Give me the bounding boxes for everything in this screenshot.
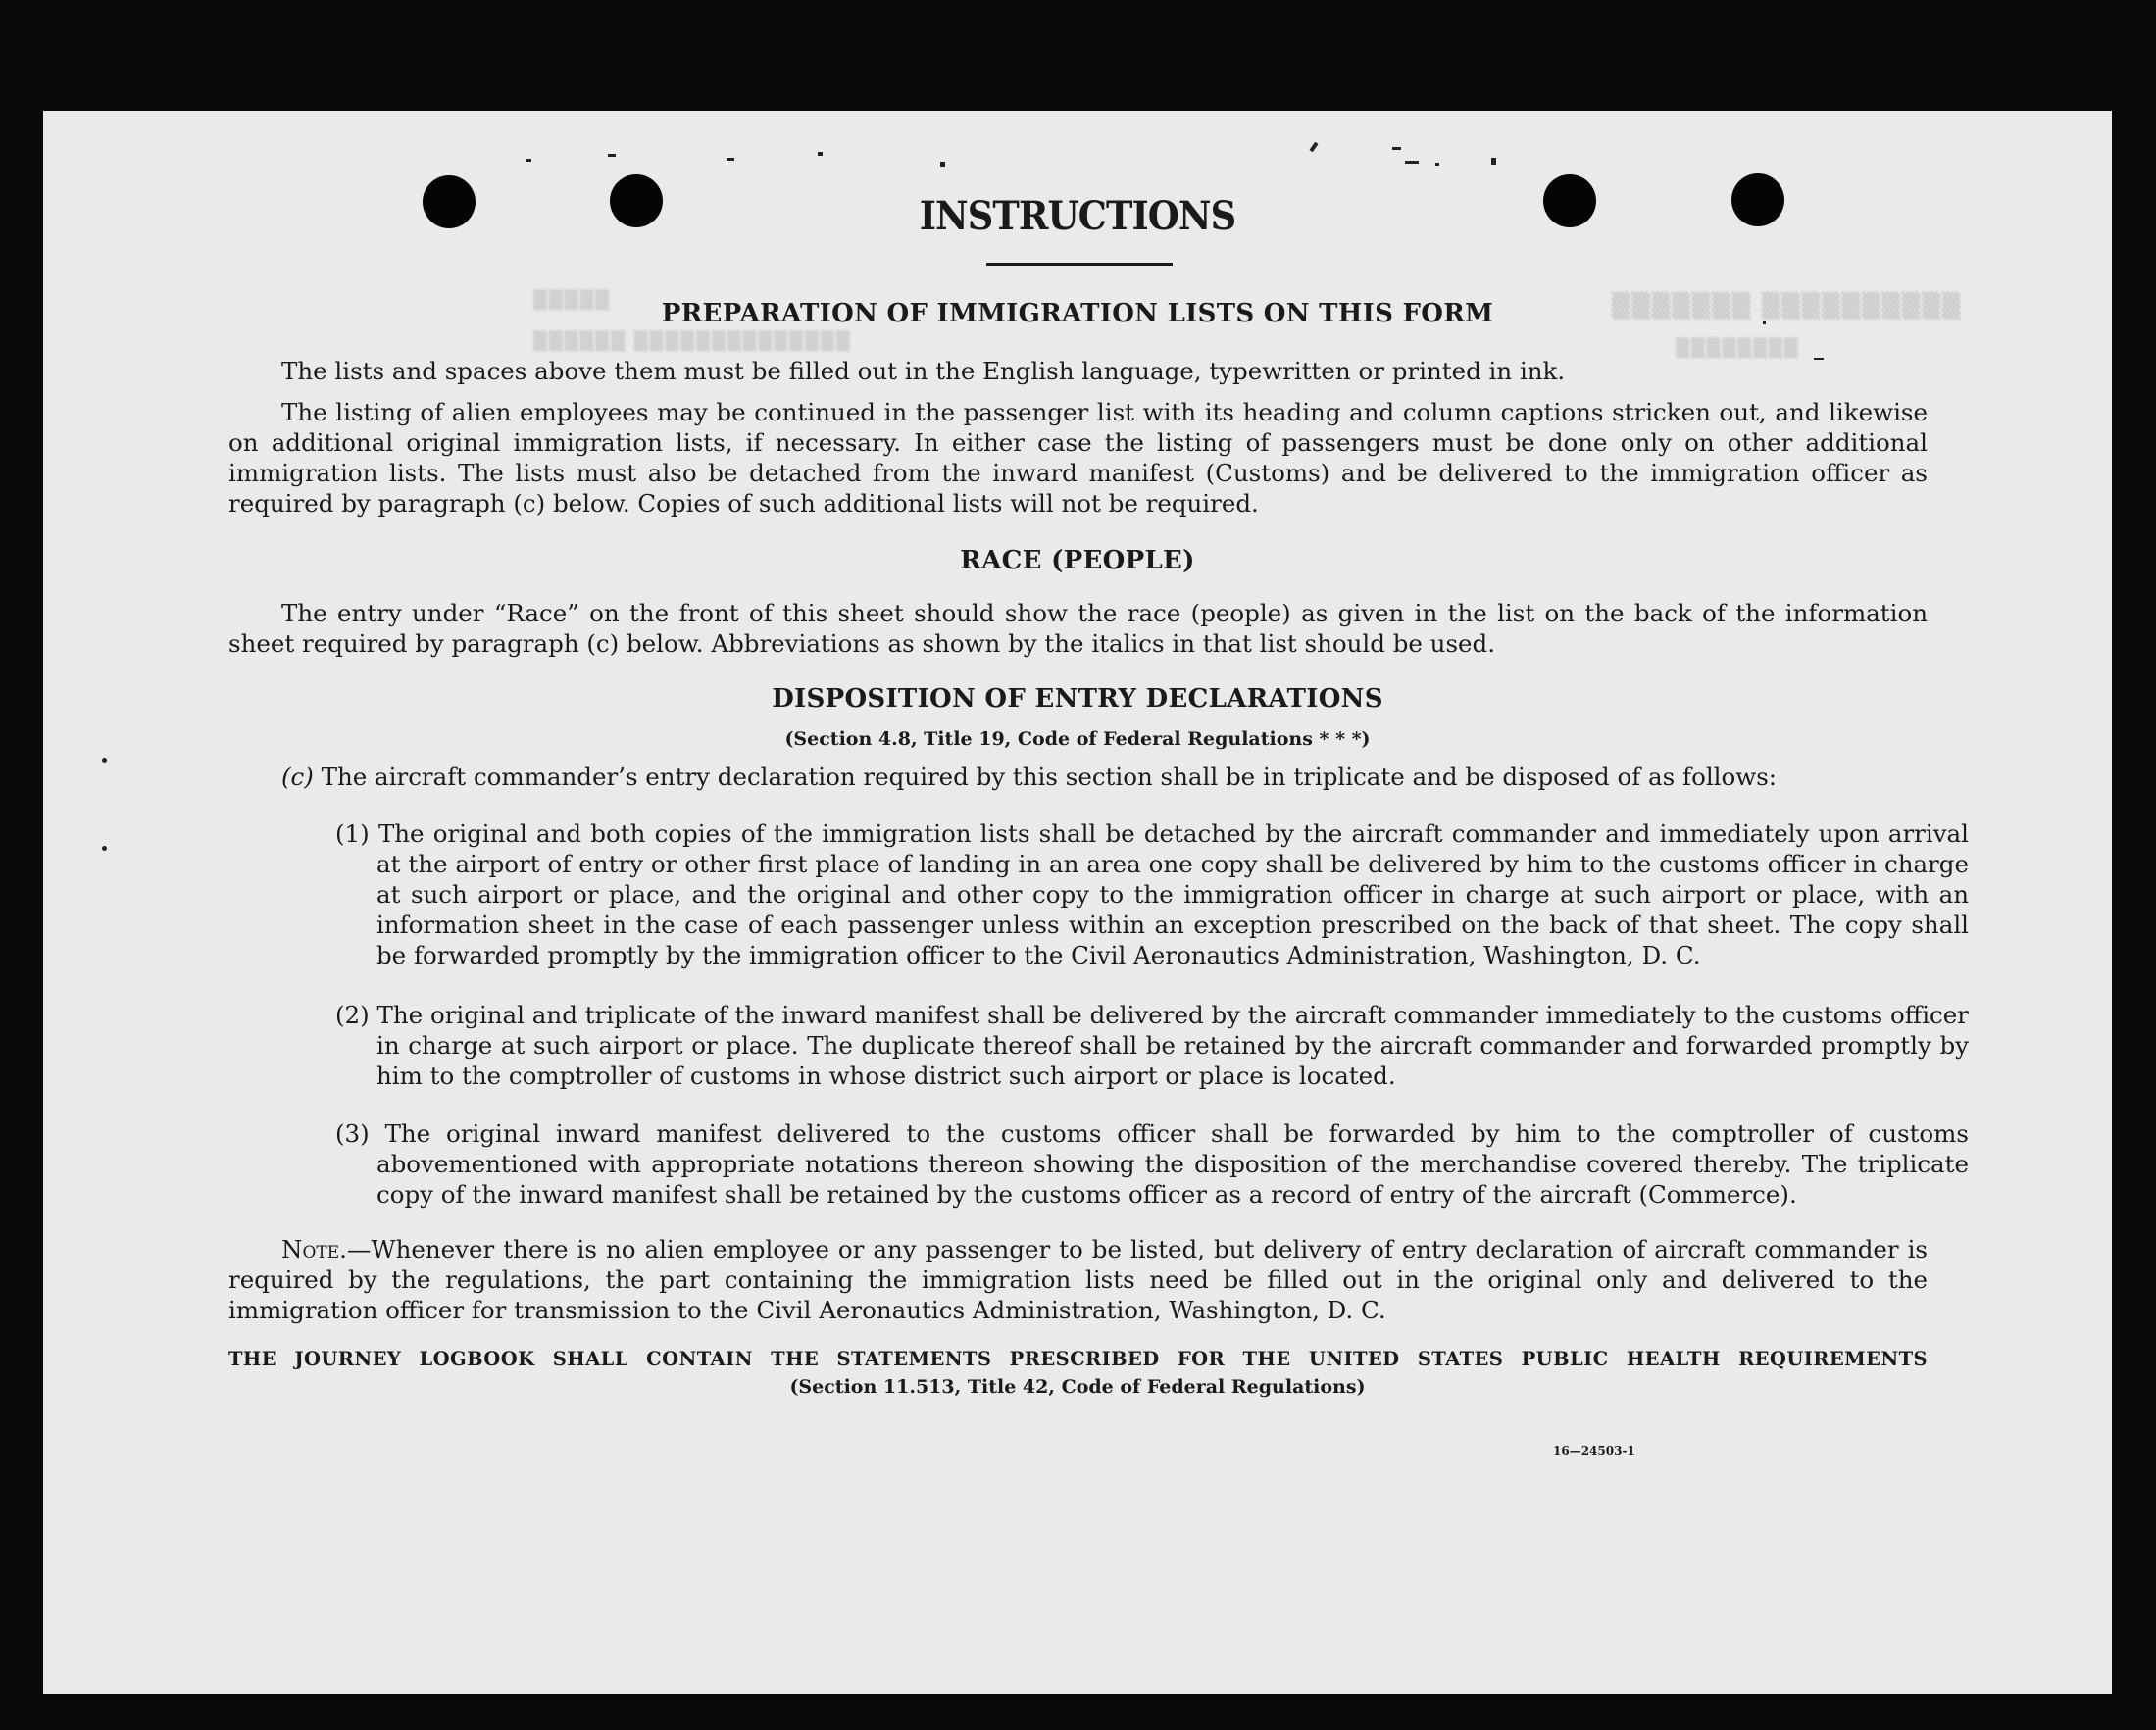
item-marker: (2): [335, 1001, 370, 1029]
disposition-intro: [281, 762, 1777, 792]
journey-statement: THE JOURNEY LOGBOOK SHALL CONTAIN THE STATEMENTS PRESCRIBED FOR THE UNITED STATES PUBLIC HEALTH REQUIREMENTS: [228, 1348, 1928, 1370]
scan-speck: [727, 158, 734, 161]
note-paragraph: [228, 1234, 1928, 1325]
race-paragraph: The entry under “Race” on the front of this sheet should show the race (people) as given in the list on the back of the information sheet required by paragraph (c) below. Abbreviations as shown by the italics in that list should be used.: [228, 599, 1928, 658]
journey-citation: (Section 11.513, Title 42, Code of Federal Regulations): [789, 1376, 1366, 1398]
bleed-through-text: ▒▒▒▒▒▒▒▒: [1676, 338, 1800, 359]
disposition-heading: DISPOSITION OF ENTRY DECLARATIONS: [772, 684, 1383, 714]
scan-speck: [940, 162, 945, 167]
scan-speck: [608, 154, 616, 157]
note-text: —Whenever there is no alien employee or any passenger to be listed, but delivery of entry declaration of aircraft commander is required by the regulations, the part containing the immigration lists need be filled out in the original only and delivered to the immigration officer for transmission to the Civil Aeronautics Administration, Washington, D. C.: [228, 1235, 1928, 1324]
bleed-through-text: ▒▒▒▒▒▒▒ ▒▒▒▒▒▒▒▒▒▒: [1612, 292, 1963, 320]
disposition-item-2: [335, 1000, 1969, 1091]
scan-speck: [1309, 142, 1318, 152]
item-text: The original inward manifest delivered to the customs officer shall be forwarded by him to the comptroller of customs abovementioned with appropriate notations thereon showing the disposition of the merchandise covered thereby. The triplicate copy of the inward manifest shall be retained by the customs officer as a record of entry of the aircraft (Commerce).: [376, 1119, 1969, 1209]
document-sheet: [43, 111, 2112, 1694]
page-title: INSTRUCTIONS: [919, 193, 1236, 239]
bleed-through-text: ▒▒▒▒▒: [533, 290, 612, 311]
scan-speck: [1405, 161, 1419, 164]
disposition-item-1: [335, 818, 1969, 970]
race-heading: RACE (PEOPLE): [960, 546, 1195, 575]
preparation-paragraph-2: The listing of alien employees may be continued in the passenger list with its heading and column captions stricken out, and likewise on additional original immigration lists, if necessary. In either case the listing of passengers must be done only on other additional immigration lists. The lists must also be detached from the inward manifest (Customs) and be delivered to the immigration officer as required by paragraph (c) below. Copies of such additional lists will not be required.: [228, 398, 1928, 518]
preparation-paragraph-1: The lists and spaces above them must be filled out in the English language, typewritten or printed in ink.: [281, 357, 1566, 385]
scan-speck: [1392, 147, 1401, 150]
note-label: Note.: [281, 1235, 347, 1263]
scan-speck: [1491, 158, 1496, 165]
disposition-intro-text: The aircraft commander’s entry declaration required by this section shall be in triplicate and be disposed of as follows:: [321, 763, 1778, 791]
disposition-citation: (Section 4.8, Title 19, Code of Federal Regulations * * *): [784, 728, 1371, 750]
scan-speck: [526, 159, 531, 162]
scan-speck: [1435, 163, 1439, 166]
scan-speck: [102, 758, 107, 763]
item-text: The original and triplicate of the inward manifest shall be delivered by the aircraft commander immediately to the customs officer in charge at such airport or place. The duplicate thereof shall be retained by the aircraft commander and forwarded promptly by him to the comptroller of customs in whose district such airport or place is located.: [376, 1001, 1969, 1090]
item-text: The original and both copies of the immigration lists shall be detached by the aircraft commander and immediately upon arrival at the airport of entry or other first place of landing in an area one copy shall be delivered by him to the customs officer in charge at such airport or place, and the original and other copy to the immigration officer in charge at such airport or place, with an information sheet in the case of each passenger unless within an exception prescribed on the back of that sheet. The copy shall be forwarded promptly by the immigration officer to the Civil Aeronautics Administration, Washington, D. C.: [376, 819, 1969, 969]
preparation-heading: PREPARATION OF IMMIGRATION LISTS ON THIS FORM: [661, 299, 1494, 328]
item-marker: (1): [335, 819, 370, 848]
scan-speck: [102, 846, 107, 851]
title-underline: [986, 263, 1173, 266]
form-number: 16—24503-1: [1553, 1444, 1635, 1458]
item-marker: (3): [335, 1119, 370, 1148]
bleed-through-text: ▒▒▒▒▒▒ ▒▒▒▒▒▒▒▒▒▒▒▒▒▒: [533, 331, 852, 352]
disposition-item-3: [335, 1118, 1969, 1210]
paragraph-marker: (c): [281, 763, 314, 791]
scan-speck: [818, 152, 823, 156]
